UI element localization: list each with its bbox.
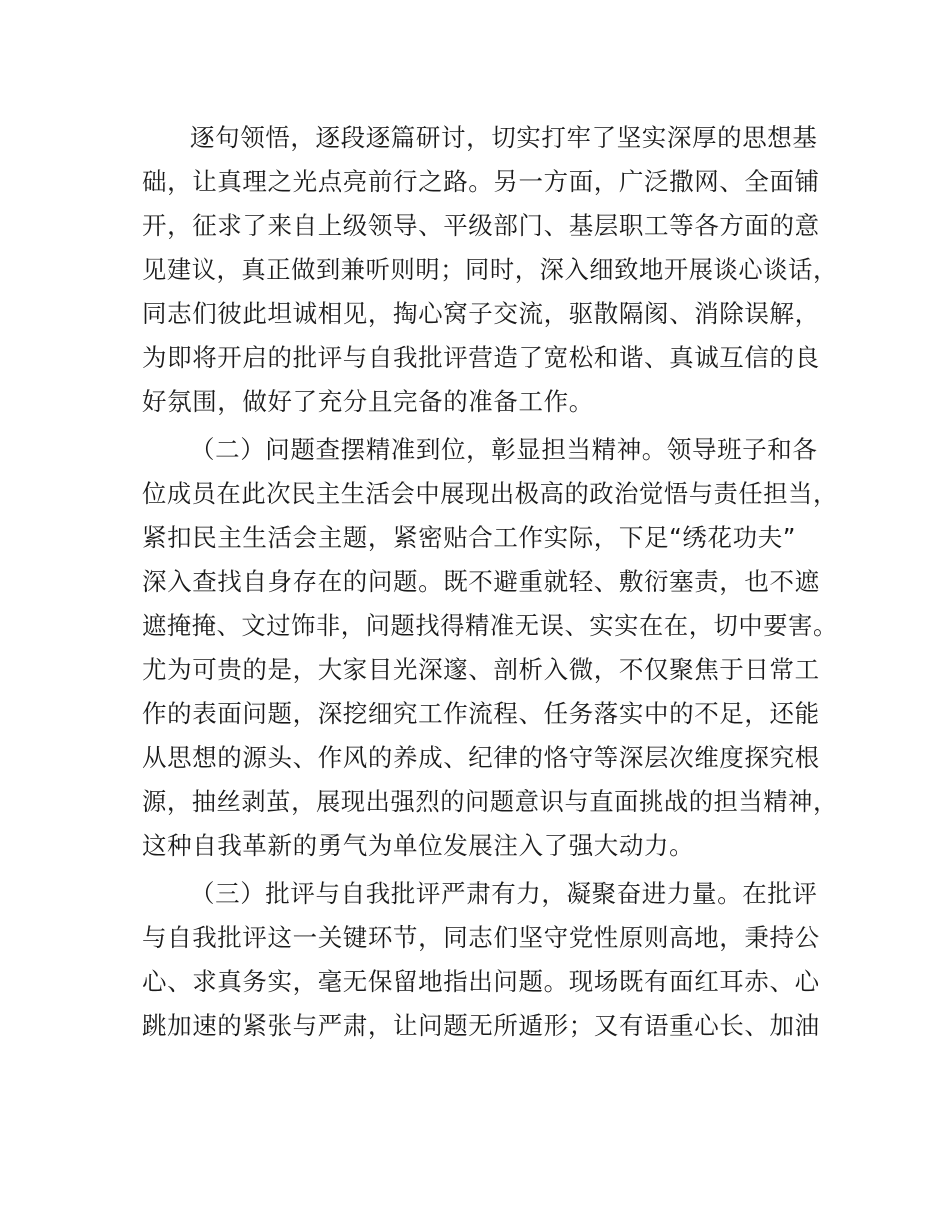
text-line: 与自我批评这一关键环节，同志们坚守党性原则高地，秉持公 bbox=[142, 923, 820, 952]
text-line: 逐句领悟，逐段逐篇研讨，切实打牢了坚实深厚的思想基 bbox=[190, 123, 818, 152]
text-line: 作的表面问题，深挖细究工作流程、任务落实中的不足，还能 bbox=[142, 699, 820, 728]
text-line: 同志们彼此坦诚相见，掏心窝子交流，驱散隔阂、消除误解， bbox=[142, 299, 820, 328]
text-line: 见建议，真正做到兼听则明；同时，深入细致地开展谈心谈话， bbox=[142, 255, 838, 284]
text-line: 心、求真务实，毫无保留地指出问题。现场既有面红耳赤、心 bbox=[142, 967, 820, 996]
text-line: 深入查找自身存在的问题。既不避重就轻、敷衍塞责，也不遮 bbox=[142, 567, 820, 596]
text-line: 础，让真理之光点亮前行之路。另一方面，广泛撒网、全面铺 bbox=[142, 167, 820, 196]
section-heading-line: （二）问题查摆精准到位，彰显担当精神。领导班子和各 bbox=[190, 435, 818, 464]
text-line: 这种自我革新的勇气为单位发展注入了强大动力。 bbox=[142, 831, 695, 860]
text-line: 尤为可贵的是，大家目光深邃、剖析入微，不仅聚焦于日常工 bbox=[142, 655, 820, 684]
text-line: 从思想的源头、作风的养成、纪律的恪守等深层次维度探究根 bbox=[142, 743, 820, 772]
text-line: 开，征求了来自上级领导、平级部门、基层职工等各方面的意 bbox=[142, 211, 820, 240]
text-line: 源，抽丝剥茧，展现出强烈的问题意识与直面挑战的担当精神， bbox=[142, 787, 838, 816]
text-line: 跳加速的紧张与严肃，让问题无所遁形；又有语重心长、加油 bbox=[142, 1011, 820, 1040]
text-line: 为即将开启的批评与自我批评营造了宽松和谐、真诚互信的良 bbox=[142, 343, 820, 372]
text-line: 好氛围，做好了充分且完备的准备工作。 bbox=[142, 387, 594, 416]
text-line: 位成员在此次民主生活会中展现出极高的政治觉悟与责任担当， bbox=[142, 479, 838, 508]
text-line: 紧扣民主生活会主题，紧密贴合工作实际，下足“绣花功夫” bbox=[142, 523, 797, 552]
text-line: 遮掩掩、文过饰非，问题找得精准无误、实实在在，切中要害。 bbox=[142, 611, 838, 640]
section-heading-line: （三）批评与自我批评严肃有力，凝聚奋进力量。在批评 bbox=[190, 879, 818, 908]
